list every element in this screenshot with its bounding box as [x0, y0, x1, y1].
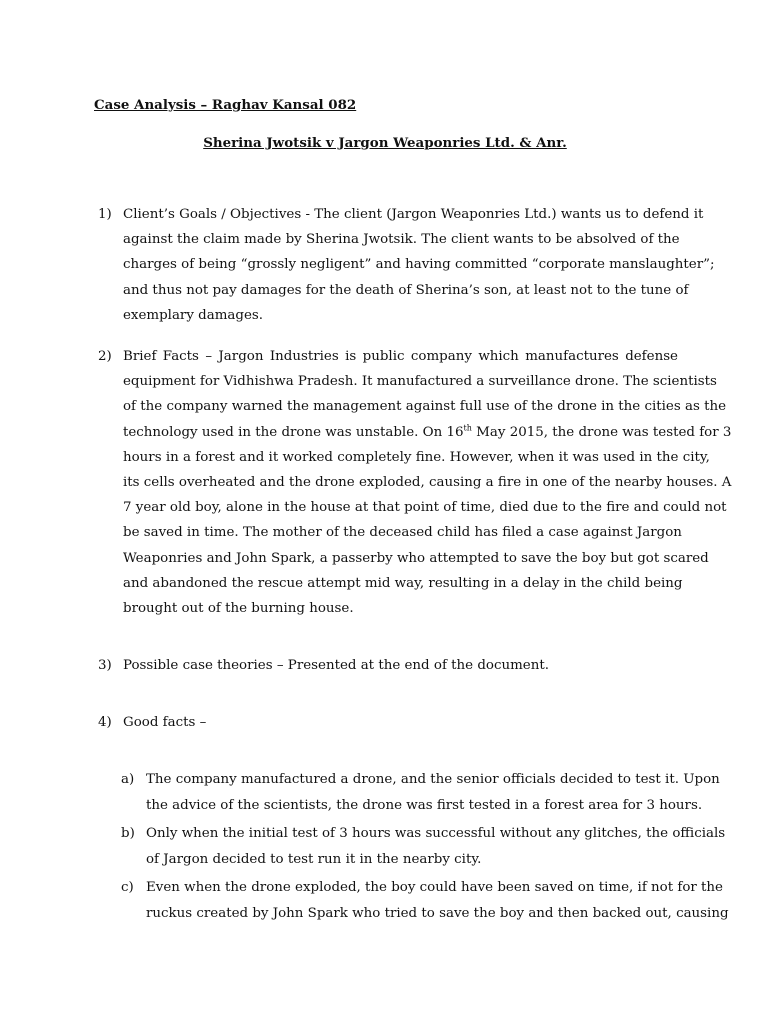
section-number: 2) — [98, 349, 112, 364]
text-fragment: May 2015, the drone was tested for 3 — [471, 424, 732, 440]
good-fact-c — [121, 875, 729, 926]
list-letter: b) — [121, 826, 135, 841]
section-2-text — [123, 344, 732, 621]
list-letter: a) — [121, 772, 135, 787]
section-1-client-goals — [98, 202, 715, 328]
text-line: Possible case theories – Presented at the end of the document. — [123, 658, 549, 673]
text-line: its cells overheated and the drone exploded, causing a fire in one of the nearby houses. A — [123, 475, 732, 491]
section-number: 1) — [98, 207, 112, 222]
section-number: 4) — [98, 715, 112, 730]
text-line: Even when the drone exploded, the boy could have been saved on time, if not for the — [146, 880, 723, 895]
text-line: exemplary damages. — [123, 307, 264, 323]
text-line: hours in a forest and it worked completely fine. However, when it was used in the city, — [123, 449, 710, 465]
text-line: Good facts – — [123, 715, 207, 730]
text-line-with-date — [123, 420, 732, 445]
good-fact-text — [146, 821, 726, 872]
text-line: the advice of the scientists, the drone was first tested in a forest area for 3 hours. — [146, 797, 703, 813]
section-number: 3) — [98, 658, 112, 673]
document-title: Case Analysis – Raghav Kansal 082 — [94, 97, 357, 113]
text-line: be saved in time. The mother of the deceased child has filed a case against Jargon — [123, 525, 682, 541]
text-line: against the claim made by Sherina Jwotsik. The client wants to be absolved of the — [123, 232, 680, 248]
text-line: brought out of the burning house. — [123, 601, 354, 617]
text-line: 7 year old boy, alone in the house at that point of time, died due to the fire and could not — [123, 500, 727, 516]
text-line: and abandoned the rescue attempt mid way, resulting in a delay in the child being — [123, 575, 683, 591]
good-fact-b — [121, 821, 726, 872]
section-3-text — [123, 653, 678, 678]
text-line: ruckus created by John Spark who tried to save the boy and then backed out, causing — [146, 905, 729, 921]
ordinal-suffix: th — [463, 423, 472, 433]
text-line: Only when the initial test of 3 hours was successful without any glitches, the officials — [146, 826, 726, 841]
section-4-good-facts — [98, 710, 678, 735]
section-4-text — [123, 710, 678, 735]
good-fact-a — [121, 767, 720, 818]
text-line: Brief Facts – Jargon Industries is public company which manufactures defense — [123, 349, 678, 364]
section-2-brief-facts — [98, 344, 732, 621]
text-line: and thus not pay damages for the death of Sherina’s son, at least not to the tune of — [123, 282, 689, 298]
text-fragment: technology used in the drone was unstable. On 16 — [123, 424, 464, 440]
good-fact-text — [146, 875, 729, 926]
list-letter: c) — [121, 880, 134, 895]
text-line: Weaponries and John Spark, a passerby who attempted to save the boy but got scared — [123, 550, 709, 566]
text-line: of Jargon decided to test run it in the nearby city. — [146, 851, 482, 867]
section-1-text — [123, 202, 715, 328]
text-line: Client’s Goals / Objectives - The client (Jargon Weaponries Ltd.) wants us to defend it — [123, 207, 704, 222]
section-3-case-theories — [98, 653, 678, 678]
case-name-heading: Sherina Jwotsik v Jargon Weaponries Ltd. & Anr. — [203, 135, 567, 151]
good-fact-text — [146, 767, 720, 818]
text-line: The company manufactured a drone, and the senior officials decided to test it. Upon — [146, 772, 720, 787]
text-line: equipment for Vidhishwa Pradesh. It manufactured a surveillance drone. The scientists — [123, 374, 717, 390]
text-line: charges of being “grossly negligent” and having committed “corporate manslaughter”; — [123, 257, 715, 273]
text-line: of the company warned the management against full use of the drone in the cities as the — [123, 399, 727, 415]
